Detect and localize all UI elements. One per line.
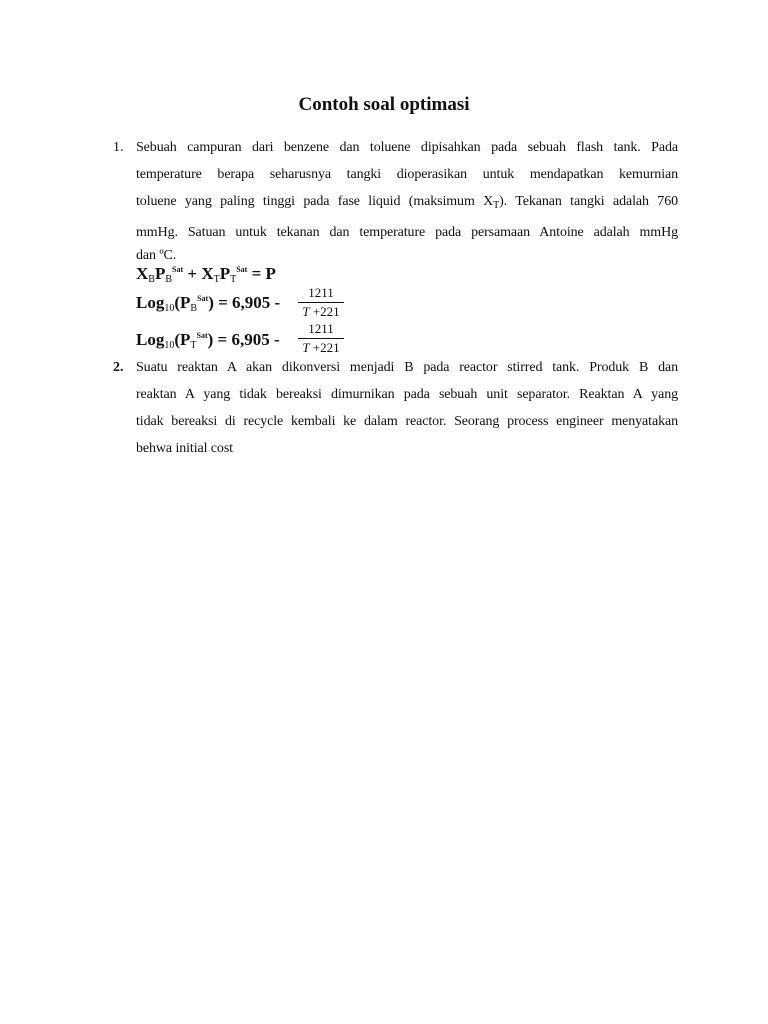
eq1-sat2: Sat: [236, 265, 248, 274]
eq1-sat: Sat: [172, 265, 184, 274]
equation-antoine-benzene: [136, 293, 280, 314]
eq3-base: 10: [164, 340, 175, 351]
item-1-line-4: mmHg. Satuan untuk tekanan dan temperature pada persamaan Antoine adalah mmHg: [136, 225, 678, 240]
item-2-line-4: behwa initial cost: [136, 441, 233, 456]
fraction-toluene-bar: [298, 338, 344, 339]
item-1-paragraph: [136, 134, 678, 266]
item-1-line-3: [136, 188, 678, 219]
fraction-benzene-den-rest: +221: [309, 304, 340, 319]
eq2-log: Log: [136, 293, 165, 312]
item-number-1: 1.: [113, 140, 124, 155]
eq1-p2: P: [219, 264, 231, 283]
item-1-line-3-rest: ). Tekanan tangki adalah 760: [499, 194, 678, 209]
item-1-line-2: temperature berapa seharusnya tangki dioperasikan untuk mendapatkan kemurnian: [136, 167, 678, 182]
item-1-line-5: dan ºC.: [136, 248, 177, 263]
eq1-sub-b: B: [148, 274, 155, 285]
fraction-toluene-den-rest: +221: [309, 340, 340, 355]
equation-antoine-toluene: [136, 330, 280, 351]
fraction-benzene: [298, 285, 344, 320]
xt-subscript: T: [493, 200, 500, 211]
eq2-sub: B: [190, 303, 198, 314]
fraction-toluene-numerator: 1211: [308, 321, 334, 336]
eq3-sat: Sat: [196, 331, 208, 340]
eq1-rhs: = P: [247, 264, 276, 283]
eq1-sub-b2: B: [165, 274, 173, 285]
item-2-line-3: tidak bereaksi di recycle kembali ke dalam reactor. Seorang process engineer menyatakan: [136, 414, 678, 429]
eq2-sat: Sat: [197, 294, 209, 303]
equation-raoult: [136, 264, 276, 285]
item-1-line-3-text: toluene yang paling tinggi pada fase liquid (maksimum X: [136, 194, 494, 209]
document-title: Contoh soal optimasi: [298, 94, 470, 115]
item-1-line-1: Sebuah campuran dari benzene dan toluene dipisahkan pada sebuah flash tank. Pada: [136, 140, 678, 155]
eq1-x: X: [136, 264, 149, 283]
eq2-close: ) = 6,905 -: [208, 293, 281, 312]
eq1-p: P: [154, 264, 166, 283]
eq3-open: (P: [174, 330, 191, 349]
eq1-sub-t: T: [213, 274, 220, 285]
fraction-toluene-den-t: T: [302, 340, 310, 355]
fraction-benzene-den-t: T: [302, 304, 310, 319]
eq2-base: 10: [164, 303, 175, 314]
item-2-paragraph: [136, 354, 678, 462]
eq2-open: (P: [174, 293, 191, 312]
eq3-log: Log: [136, 330, 165, 349]
fraction-benzene-denominator: [298, 304, 344, 320]
eq3-sub: T: [190, 340, 197, 351]
eq3-close: ) = 6,905 -: [207, 330, 280, 349]
item-number-2: 2.: [113, 360, 124, 375]
fraction-toluene: [298, 321, 344, 356]
fraction-benzene-bar: [298, 302, 344, 303]
eq1-plus-x: + X: [183, 264, 214, 283]
item-2-line-1: Suatu reaktan A akan dikonversi menjadi B pada reactor stirred tank. Produk B dan: [136, 360, 678, 375]
fraction-benzene-numerator: 1211: [308, 285, 334, 300]
eq1-sub-t2: T: [230, 274, 237, 285]
item-2-line-2: reaktan A yang tidak bereaksi dimurnikan pada sebuah unit separator. Reaktan A yang: [136, 387, 678, 402]
